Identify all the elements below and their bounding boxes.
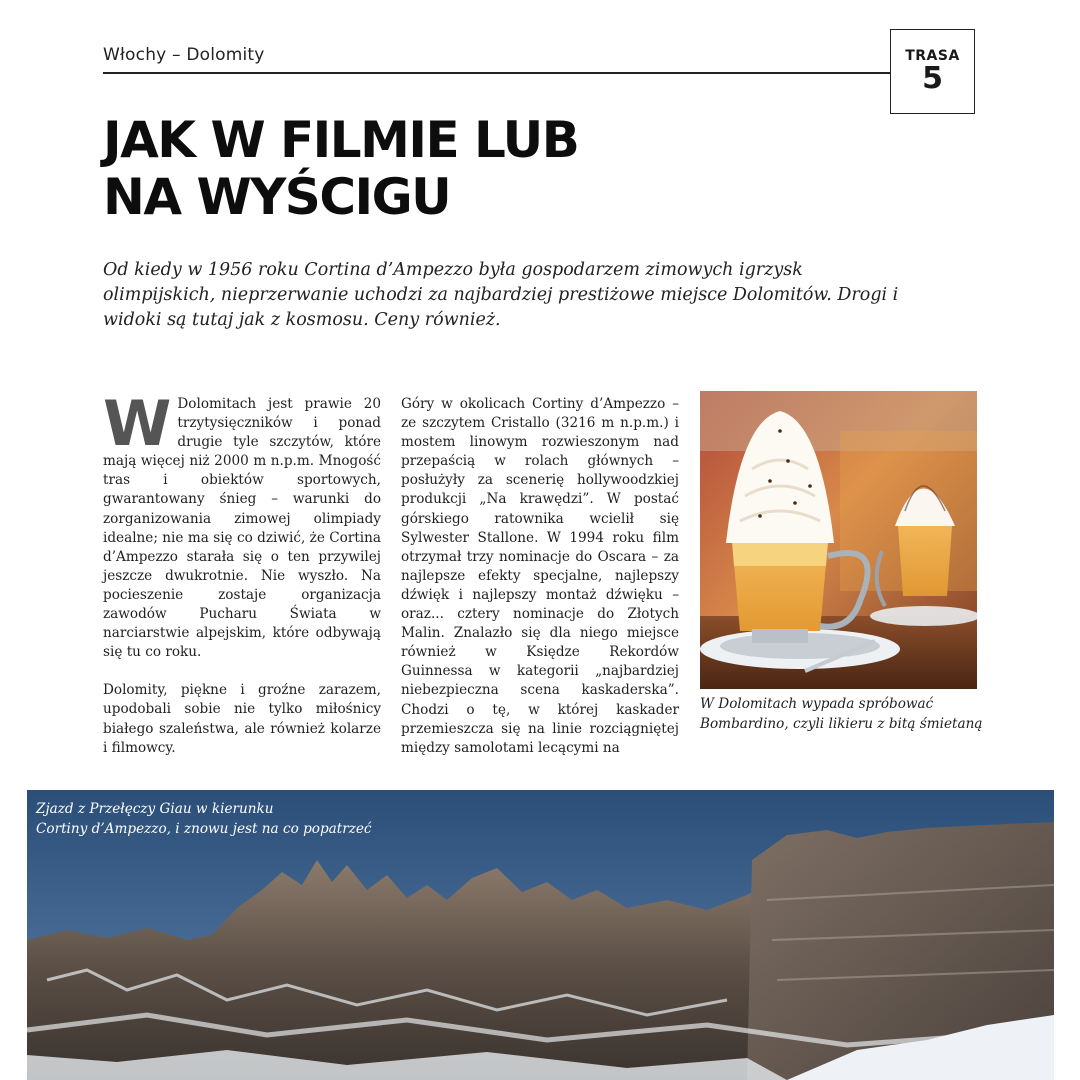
title-line-2: NA WYŚCIGU: [103, 168, 451, 226]
bombardino-caption: W Dolomitach wypada spróbować Bombardino, czyli likieru z bitą śmietaną: [700, 696, 983, 732]
title-line-1: JAK W FILMIE LUB: [103, 111, 579, 169]
route-badge: [890, 29, 975, 114]
paragraph-intro: [103, 387, 381, 662]
drop-cap: W: [103, 387, 172, 460]
paragraph-intro-text: Dolomitach jest prawie 20 trzytysięczników i ponad drugie tyle szczytów, które mają więcej niż 2000 m n.p.m. Mnogość tras i obiektów sportowych, gwarantowany śnieg – warunki do zorganizowania zimowej olimpiady idealne; nie ma się co dziwić, że Cortina d’Ampezzo starała się o ten przywilej jeszcze dwukrotnie. Nie wyszło. Na pocieszenie zostaje organizacja zawodów Pucharu Świata w narciarstwie alpejskim, które odbywają się tu co roku.: [103, 396, 381, 661]
article-title: [103, 112, 803, 226]
route-number: 5: [922, 61, 943, 96]
text-column-2: [401, 395, 679, 758]
bombardino-photo: [700, 391, 977, 689]
section-label: Włochy – Dolomity: [103, 45, 265, 65]
text-column-1: [103, 387, 381, 758]
paragraph-film: Góry w okolicach Cortiny d’Ampezzo – ze szczytem Cristallo (3216 m n.p.m.) i mostem linowym rozwieszonym nad przepaścią w rolach głównych – posłużyły za scenerię hollywoodzkiej produkcji „Na krawędzi”. W postać górskiego ratownika wcielił się Sylwester Stallone. W 1994 roku film otrzymał trzy nominacje do Oscara – za najlepsze efekty specjalne, najlepszy dźwięk i najlepszy montaż dźwięku – oraz... cztery nominacje do Złotych Malin. Znalazło się dla niego miejsce również w Księdze Rekordów Guinnessa w kategorii „najbardziej niebezpieczna scena kaskaderska”. Chodzi o tę, w której kaskader przemieszcza się na linie rozciągniętej między samolotami lecącymi na: [401, 396, 679, 756]
mountain-caption: [36, 800, 436, 839]
article-lead: Od kiedy w 1956 roku Cortina d’Ampezzo była gospodarzem zimowych igrzysk olimpijskich, nieprzerwanie uchodzi za najbardziej prestiżowe miejsce Dolomitów. Drogi i widoki są tutaj jak z kosmosu. Ceny również.: [103, 260, 899, 330]
mountain-caption-line-2: Cortiny d’Ampezzo, i znowu jest na co popatrzeć: [36, 820, 372, 837]
header-rule: [103, 72, 891, 74]
mountain-caption-line-1: Zjazd z Przełęczy Giau w kierunku: [36, 801, 274, 817]
paragraph-dolomites: Dolomity, piękne i groźne zarazem, upodobali sobie nie tylko miłośnicy białego szaleństwa, ale również kolarze i filmowcy.: [103, 682, 381, 756]
route-label: TRASA: [905, 48, 960, 64]
